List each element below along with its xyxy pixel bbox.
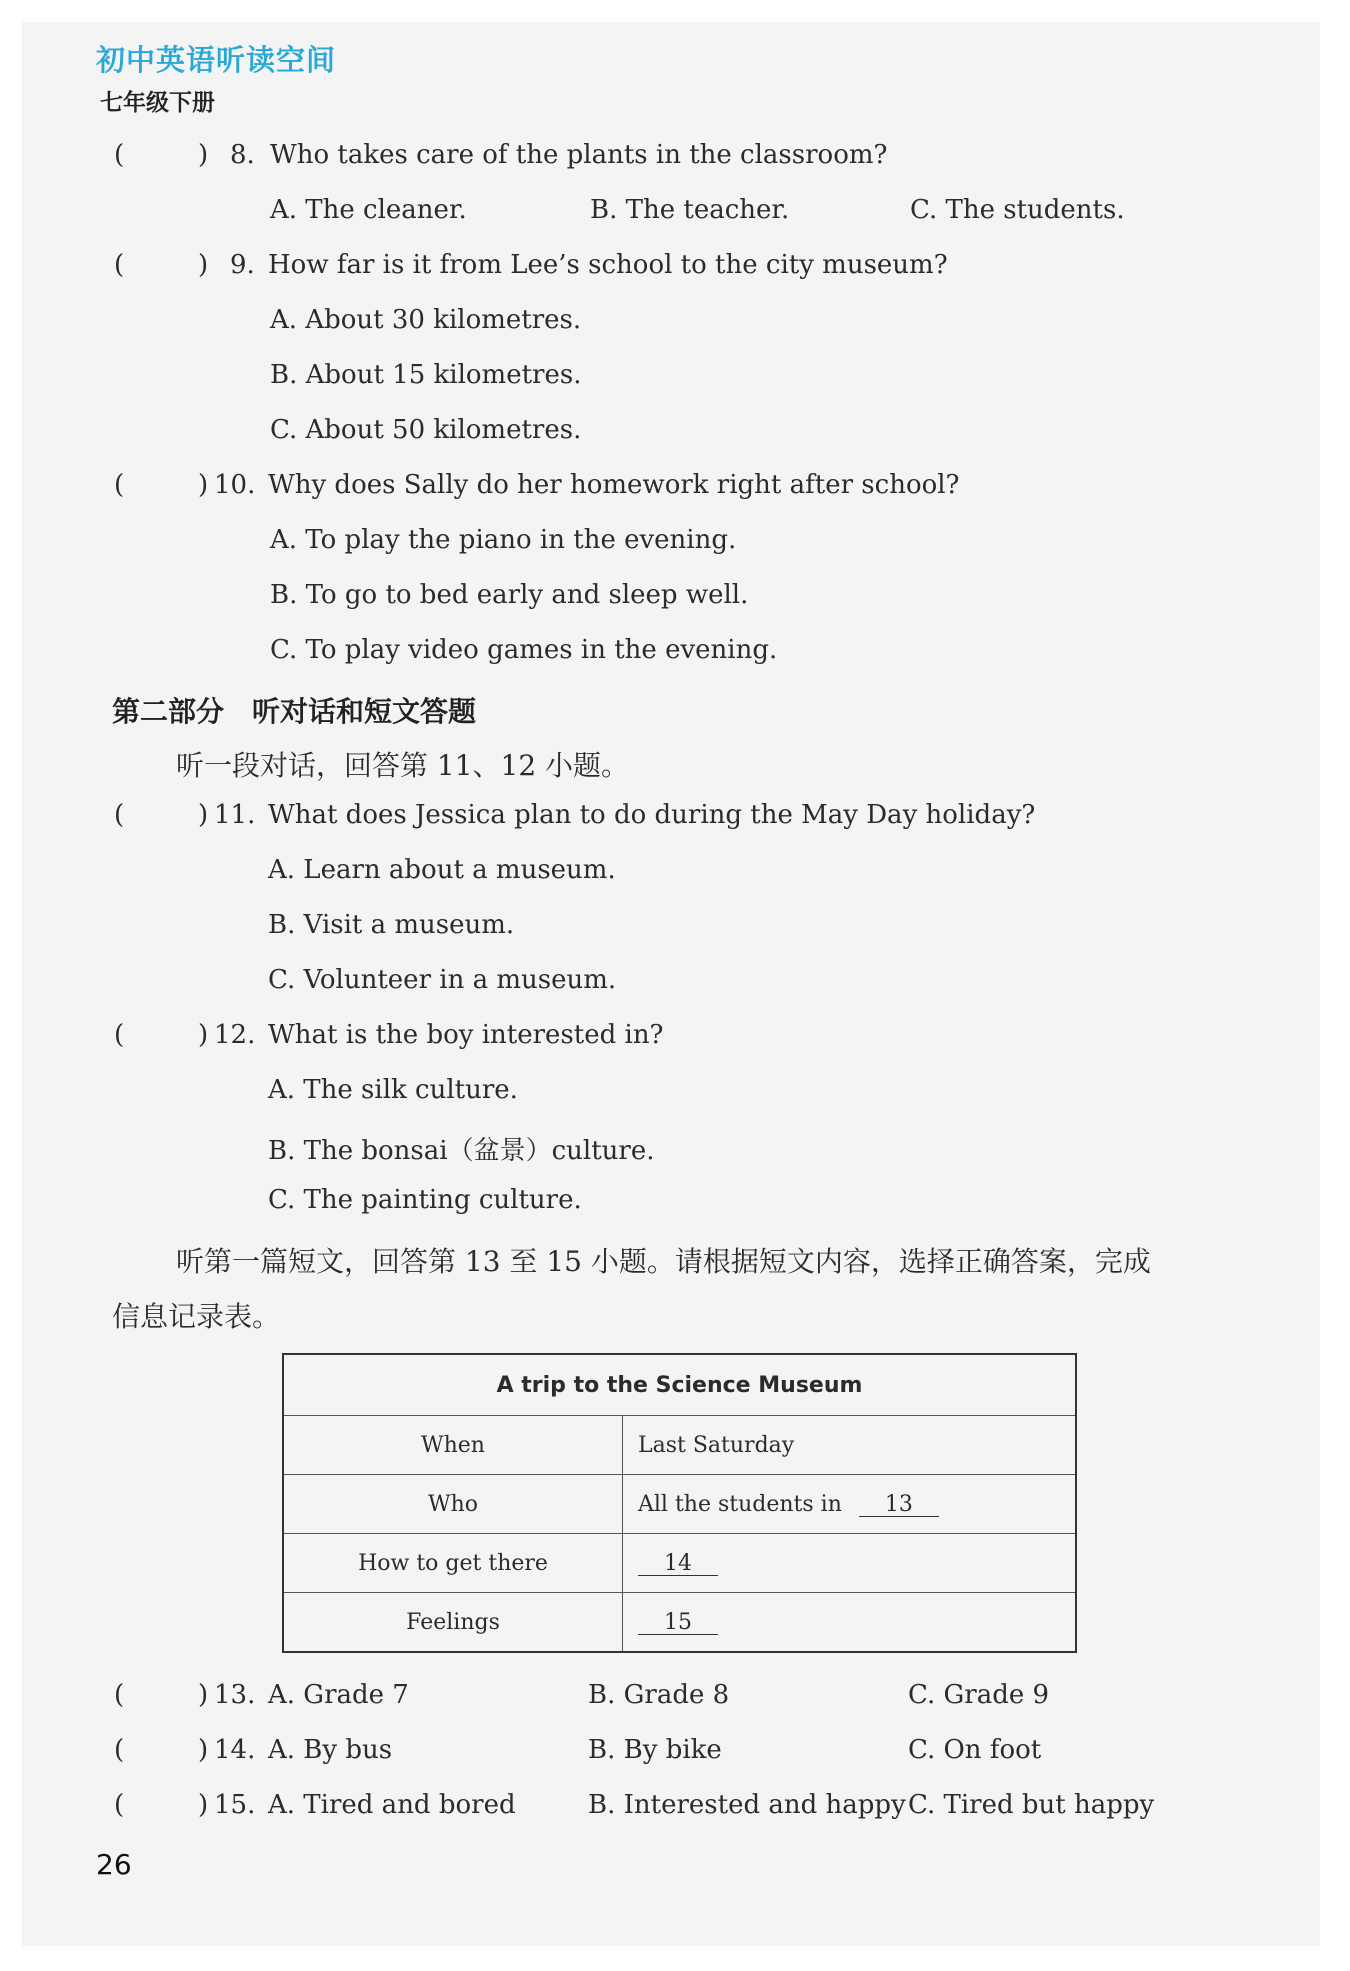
option-b: B. By bike bbox=[588, 1735, 722, 1765]
answer-bracket-close: ) bbox=[198, 800, 209, 830]
row-value bbox=[623, 1475, 1077, 1534]
option-c: C. On foot bbox=[908, 1735, 1042, 1765]
row-label: Feelings bbox=[283, 1593, 623, 1653]
question-stem: What is the boy interested in? bbox=[268, 1020, 664, 1050]
row-value bbox=[623, 1593, 1077, 1653]
row-value bbox=[623, 1416, 1077, 1475]
option-c: C. Volunteer in a museum. bbox=[268, 965, 617, 995]
option-c: C. About 50 kilometres. bbox=[270, 415, 582, 445]
answer-bracket-open: ( bbox=[114, 1735, 125, 1765]
page-sheet bbox=[22, 22, 1320, 1946]
question-number: 8. bbox=[230, 140, 255, 170]
option-a: A. Grade 7 bbox=[268, 1680, 409, 1710]
answer-blank-13[interactable]: 13 bbox=[859, 1494, 939, 1517]
section-heading: 第二部分 听对话和短文答题 bbox=[112, 695, 477, 728]
question-number: 15. bbox=[214, 1790, 256, 1820]
answer-blank-14[interactable]: 14 bbox=[638, 1553, 718, 1576]
option-c: C. Tired but happy bbox=[908, 1790, 1155, 1820]
table-row bbox=[283, 1593, 1076, 1653]
answer-bracket-close: ) bbox=[198, 1790, 209, 1820]
row-value-text: Last Saturday bbox=[638, 1432, 795, 1458]
question-number: 13. bbox=[214, 1680, 256, 1710]
answer-bracket-close: ) bbox=[198, 470, 209, 500]
question-stem: Why does Sally do her homework right after school? bbox=[268, 470, 960, 500]
book-subtitle: 七年级下册 bbox=[100, 89, 215, 116]
answer-bracket-close: ) bbox=[198, 140, 209, 170]
option-b: B. About 15 kilometres. bbox=[270, 360, 582, 390]
row-value-text: All the students in bbox=[638, 1491, 842, 1517]
option-a: A. The silk culture. bbox=[268, 1075, 518, 1105]
answer-bracket-open: ( bbox=[114, 1680, 125, 1710]
option-a: A. About 30 kilometres. bbox=[270, 305, 582, 335]
answer-bracket-open: ( bbox=[114, 250, 125, 280]
option-a: A. Tired and bored bbox=[268, 1790, 516, 1820]
table-title: A trip to the Science Museum bbox=[283, 1354, 1076, 1416]
question-stem: How far is it from Lee’s school to the city museum? bbox=[268, 250, 948, 280]
answer-bracket-open: ( bbox=[114, 140, 125, 170]
option-b: B. Grade 8 bbox=[588, 1680, 730, 1710]
question-number: 11. bbox=[214, 800, 256, 830]
answer-bracket-open: ( bbox=[114, 800, 125, 830]
option-a: A. Learn about a museum. bbox=[268, 855, 616, 885]
table-row bbox=[283, 1534, 1076, 1593]
question-number: 9. bbox=[230, 250, 255, 280]
row-label: When bbox=[283, 1416, 623, 1475]
question-number: 14. bbox=[214, 1735, 256, 1765]
question-stem: What does Jessica plan to do during the May Day holiday? bbox=[268, 800, 1036, 830]
answer-bracket-open: ( bbox=[114, 1020, 125, 1050]
table-row bbox=[283, 1475, 1076, 1534]
option-c: C. Grade 9 bbox=[908, 1680, 1050, 1710]
question-number: 10. bbox=[214, 470, 256, 500]
option-b: B. Interested and happy bbox=[588, 1790, 906, 1820]
book-title: 初中英语听读空间 bbox=[96, 43, 337, 77]
answer-bracket-open: ( bbox=[114, 1790, 125, 1820]
option-b: B. The bonsai（盆景）culture. bbox=[268, 1136, 655, 1166]
passage-instruction: 听第一篇短文，回答第 13 至 15 小题。请根据短文内容，选择正确答案，完成 bbox=[176, 1245, 1151, 1278]
answer-blank-15[interactable]: 15 bbox=[638, 1612, 718, 1635]
row-label: Who bbox=[283, 1475, 623, 1534]
answer-bracket-close: ) bbox=[198, 1735, 209, 1765]
option-b: B. The teacher. bbox=[590, 195, 790, 225]
row-value bbox=[623, 1534, 1077, 1593]
option-b: B. To go to bed early and sleep well. bbox=[270, 580, 749, 610]
row-label: How to get there bbox=[283, 1534, 623, 1593]
table-row bbox=[283, 1416, 1076, 1475]
option-a: A. By bus bbox=[268, 1735, 393, 1765]
answer-bracket-close: ) bbox=[198, 1680, 209, 1710]
option-c: C. The students. bbox=[910, 195, 1125, 225]
question-stem: Who takes care of the plants in the classroom? bbox=[270, 140, 888, 170]
answer-bracket-open: ( bbox=[114, 470, 125, 500]
answer-bracket-close: ) bbox=[198, 250, 209, 280]
option-c: C. To play video games in the evening. bbox=[270, 635, 778, 665]
passage-instruction-cont: 信息记录表。 bbox=[112, 1300, 281, 1333]
answer-bracket-close: ) bbox=[198, 1020, 209, 1050]
option-a: A. To play the piano in the evening. bbox=[270, 525, 737, 555]
info-record-table bbox=[282, 1353, 1077, 1653]
option-c: C. The painting culture. bbox=[268, 1185, 582, 1215]
page-number: 26 bbox=[96, 1848, 132, 1881]
question-number: 12. bbox=[214, 1020, 256, 1050]
option-b: B. Visit a museum. bbox=[268, 910, 515, 940]
option-a: A. The cleaner. bbox=[270, 195, 467, 225]
dialogue-instruction: 听一段对话，回答第 11、12 小题。 bbox=[176, 749, 630, 782]
